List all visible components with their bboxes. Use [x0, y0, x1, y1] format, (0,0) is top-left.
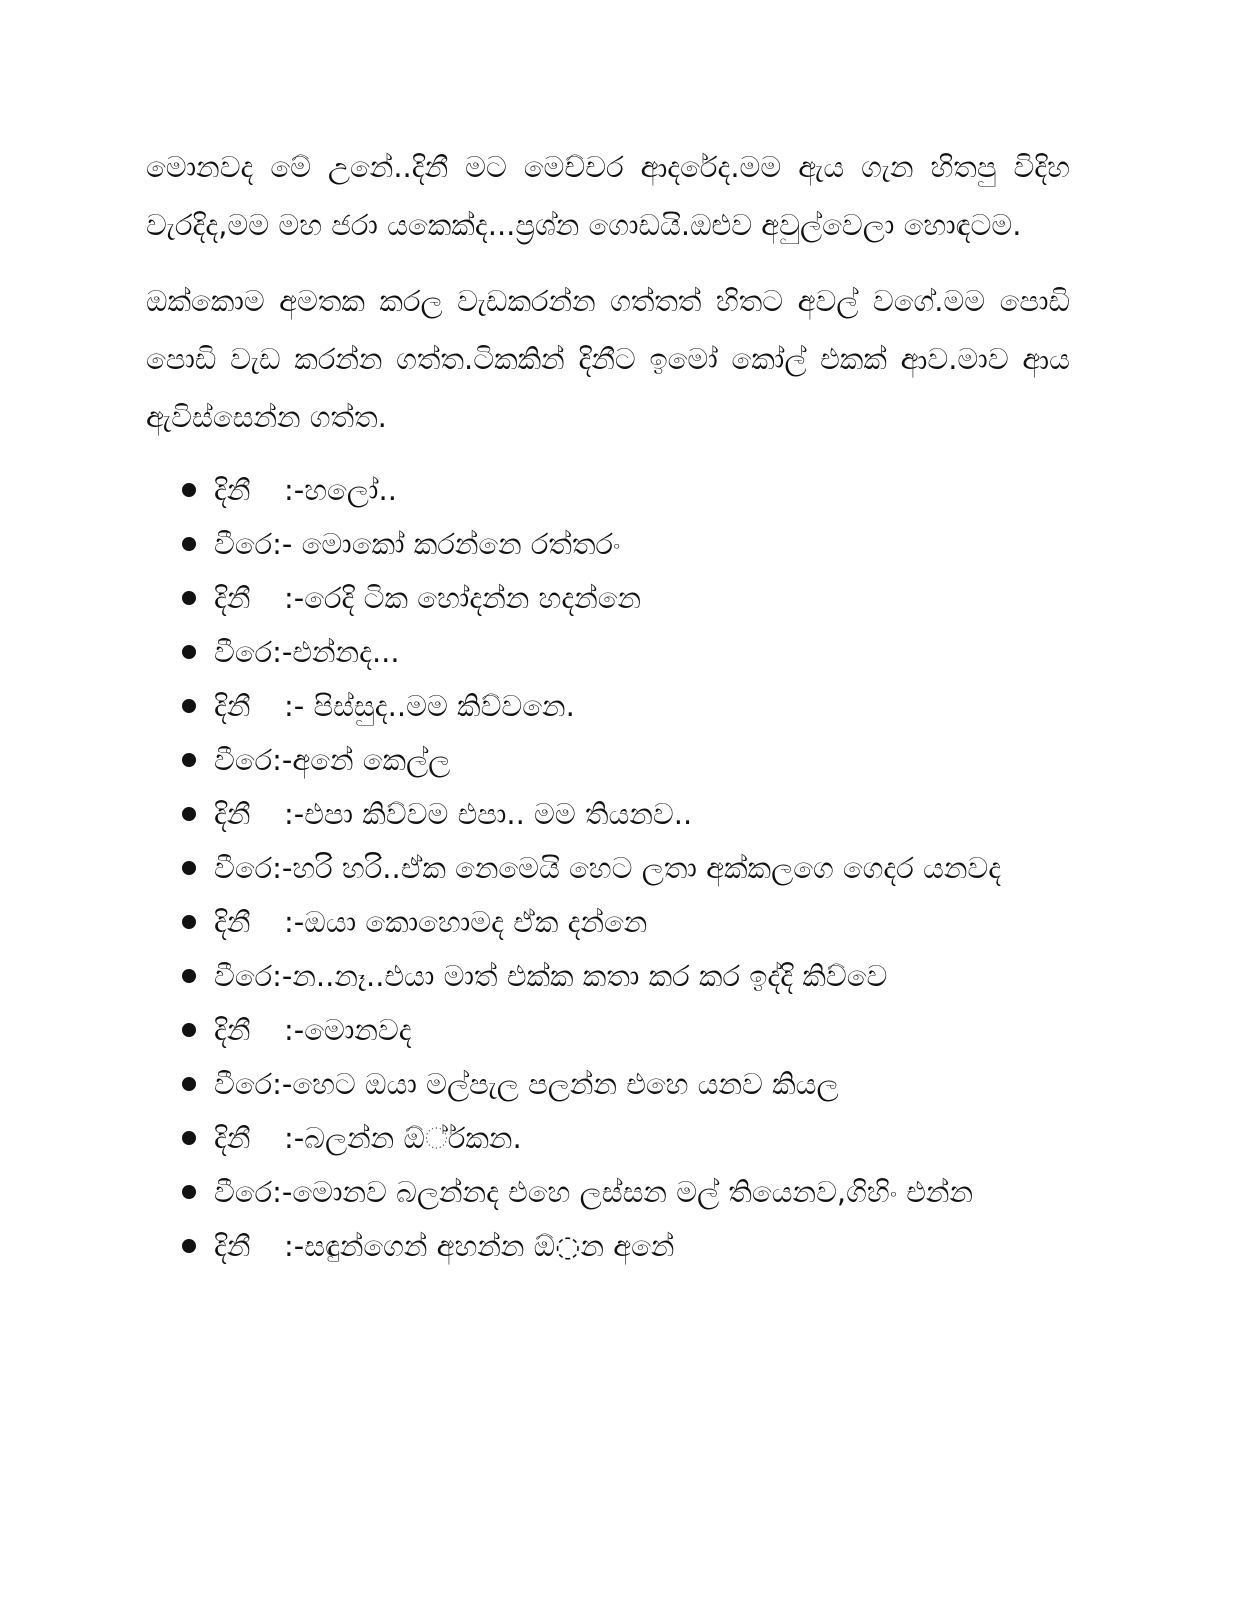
bullet-icon — [182, 483, 196, 497]
dialogue-text: :- පිස්සුද..මම කිව්වනෙ. — [284, 689, 575, 723]
dialogue-line — [146, 1166, 1070, 1219]
bullet-icon — [182, 915, 196, 929]
bullet-icon — [182, 645, 196, 659]
dialogue-text: :-මොනවද — [284, 1013, 412, 1047]
dialogue-line — [146, 1004, 1070, 1057]
bullet-icon — [182, 807, 196, 821]
speaker-name: දිනී — [214, 1013, 251, 1047]
speaker-name: වීරෙ — [214, 527, 273, 561]
bullet-icon — [182, 591, 196, 605]
speaker-name: දිනී — [214, 689, 251, 723]
speaker-name: වීරෙ — [214, 959, 273, 993]
document-page — [146, 138, 1070, 1274]
dialogue-text: :-හරි හරි..ඒක නෙමෙයි හෙට ලතා අක්කලගෙ ගෙදර යනවද — [272, 851, 1002, 885]
speaker-name: දිනී — [214, 797, 251, 831]
speaker-name: දිනී — [214, 905, 251, 939]
bullet-icon — [182, 969, 196, 983]
dialogue-line — [146, 1220, 1070, 1273]
dialogue-text: :-එපා කිව්වම එපා.. මම තියනව.. — [284, 797, 693, 831]
bullet-icon — [182, 1131, 196, 1145]
dialogue-text: :-හලෝ.. — [284, 473, 397, 507]
speaker-name: දිනී — [214, 473, 251, 507]
narrative-paragraph-1: මොනවද මේ උනේ..දිනී මට මෙච්චර ආදරේද.මම ඇය ගැන හිතපු විදිහ වැරදිද,මම මහ ජරා යකෙක්ද...ප්‍රශ්න ගොඩයි.ඔළුව අවුල්වෙලා හොඳටම. — [146, 150, 1070, 242]
bullet-icon — [182, 861, 196, 875]
dialogue-text: :-බලන්න ඕ◌්ර්කන. — [284, 1121, 522, 1155]
dialogue-line — [146, 734, 1070, 787]
dialogue-line — [146, 680, 1070, 733]
dialogue-list — [146, 464, 1070, 1273]
narrative-paragraph-2: ඔක්කොම අමතක කරල වැඩකරන්න ගත්තත් හිතට අවල් වගේ.මම පොඩි පොඩි වැඩ කරන්න ගත්ත.ටිකකින් දිනීට ඉමෝ කෝල් එකක් ආව.මාව ආය ඇවිස්සෙන්න ගත්ත. — [146, 284, 1070, 434]
speaker-name: වීරෙ — [214, 1067, 273, 1101]
speaker-name: වීරෙ — [214, 1175, 273, 1209]
dialogue-text: :- මොකෝ කරන්නෙ රත්තරං — [272, 527, 621, 561]
dialogue-text: :-සඳුන්ගෙන් අහන්න ඕ◌න අනේ — [284, 1229, 675, 1263]
dialogue-line — [146, 1112, 1070, 1165]
dialogue-text: :-අනේ කෙල්ල — [272, 743, 451, 777]
dialogue-line — [146, 626, 1070, 679]
dialogue-text: :-රෙදි ටික හෝදන්න හදන්නෙ — [284, 581, 642, 615]
bullet-icon — [182, 1077, 196, 1091]
dialogue-line — [146, 950, 1070, 1003]
dialogue-line — [146, 518, 1070, 571]
dialogue-line — [146, 788, 1070, 841]
bullet-icon — [182, 699, 196, 713]
dialogue-line — [146, 842, 1070, 895]
dialogue-line — [146, 896, 1070, 949]
dialogue-text: :-න..නෑ..එයා මාත් එක්ක කතා කර කර ඉද්දි කිව්වෙ — [272, 959, 888, 993]
speaker-name: දිනී — [214, 1229, 251, 1263]
speaker-name: දිනී — [214, 581, 251, 615]
speaker-name: වීරෙ — [214, 851, 273, 885]
speaker-name: වීරෙ — [214, 635, 273, 669]
dialogue-text: :-හෙට ඔයා මල්පැල පලන්න එහෙ යනව කියල — [272, 1067, 839, 1101]
speaker-name: දිනී — [214, 1121, 251, 1155]
speaker-name: වීරෙ — [214, 743, 273, 777]
dialogue-line — [146, 464, 1070, 517]
bullet-icon — [182, 537, 196, 551]
bullet-icon — [182, 1023, 196, 1037]
bullet-icon — [182, 753, 196, 767]
dialogue-line — [146, 1058, 1070, 1111]
dialogue-line — [146, 572, 1070, 625]
dialogue-text: :-එන්නද... — [272, 635, 400, 669]
bullet-icon — [182, 1185, 196, 1199]
dialogue-text: :-මොනව බලන්නද එහෙ ලස්සන මල් තියෙනව,ගිහිං එන්න — [272, 1175, 974, 1209]
dialogue-text: :-ඔයා කොහොමද ඒක දන්නෙ — [284, 905, 648, 939]
bullet-icon — [182, 1239, 196, 1253]
